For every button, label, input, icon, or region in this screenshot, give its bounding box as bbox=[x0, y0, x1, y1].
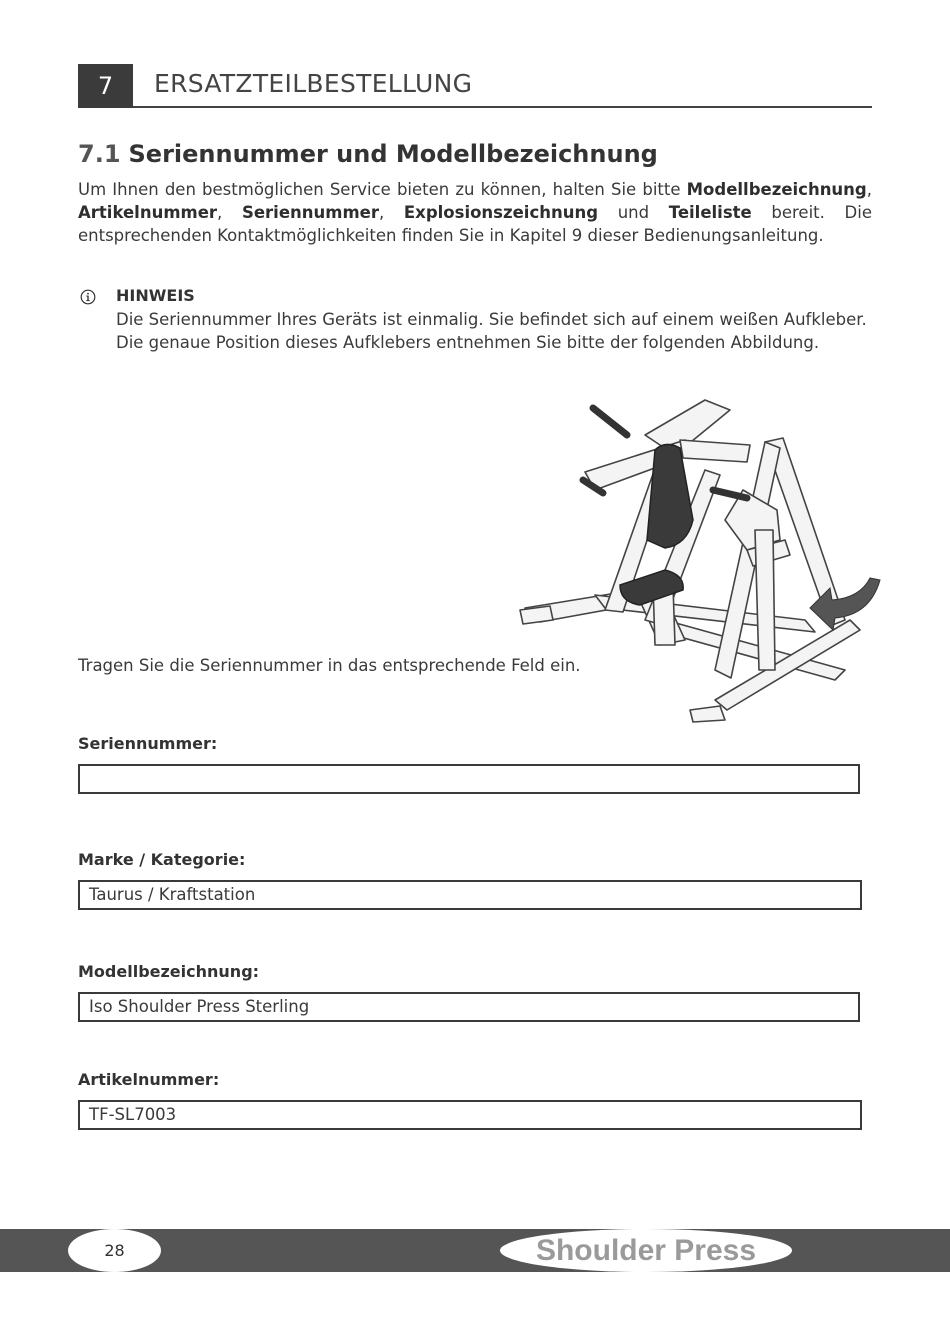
model-name-label: Modellbezeichnung: bbox=[78, 962, 260, 981]
intro-text: , bbox=[217, 203, 242, 222]
note-text: Die Seriennummer Ihres Geräts ist einmalig. Sie befindet sich auf einem weißen Aufkleber. Die genaue Position dieses Aufklebers entnehmen Sie bitte der folgenden Abbildung. bbox=[116, 310, 867, 352]
chapter-header bbox=[78, 64, 872, 108]
brand-category-field[interactable]: Taurus / Kraftstation bbox=[78, 880, 862, 910]
intro-bold-serial: Seriennummer bbox=[241, 203, 379, 222]
intro-text: , bbox=[378, 203, 404, 222]
intro-bold-explosion: Explosionszeichnung bbox=[403, 203, 599, 222]
page-number: 28 bbox=[68, 1229, 161, 1272]
product-name: Shoulder Press bbox=[500, 1229, 792, 1272]
intro-bold-model: Modellbezeichnung bbox=[686, 180, 867, 199]
chapter-title: ERSATZTEILBESTELLUNG bbox=[154, 69, 473, 98]
model-name-field[interactable]: Iso Shoulder Press Sterling bbox=[78, 992, 860, 1022]
intro-bold-article: Artikelnummer bbox=[78, 203, 218, 222]
intro-text: und bbox=[598, 203, 669, 222]
article-number-label: Artikelnummer: bbox=[78, 1070, 220, 1089]
brand-category-label: Marke / Kategorie: bbox=[78, 850, 246, 869]
serial-number-label: Seriennummer: bbox=[78, 734, 218, 753]
instruction-text: Tragen Sie die Seriennummer in das entsprechende Feld ein. bbox=[78, 656, 581, 675]
section-heading bbox=[78, 140, 658, 168]
intro-paragraph bbox=[78, 178, 872, 247]
section-title: Seriennummer und Modellbezeichnung bbox=[128, 140, 658, 168]
intro-text: bereit. Die entsprechenden Kontaktmöglichkeiten finden Sie in Kapitel 9 dieser Bedienungsanleitung. bbox=[78, 203, 872, 245]
intro-bold-partslist: Teileliste bbox=[668, 203, 752, 222]
intro-text: Um Ihnen den bestmöglichen Service bieten zu können, halten Sie bitte bbox=[78, 180, 687, 199]
article-number-field[interactable]: TF-SL7003 bbox=[78, 1100, 862, 1130]
serial-number-field[interactable] bbox=[78, 764, 860, 794]
intro-text: , bbox=[866, 180, 872, 199]
chapter-divider bbox=[133, 106, 872, 108]
note-heading: HINWEIS bbox=[116, 286, 195, 305]
section-number: 7.1 bbox=[78, 140, 121, 168]
info-icon bbox=[80, 289, 96, 305]
chapter-number: 7 bbox=[78, 64, 133, 108]
